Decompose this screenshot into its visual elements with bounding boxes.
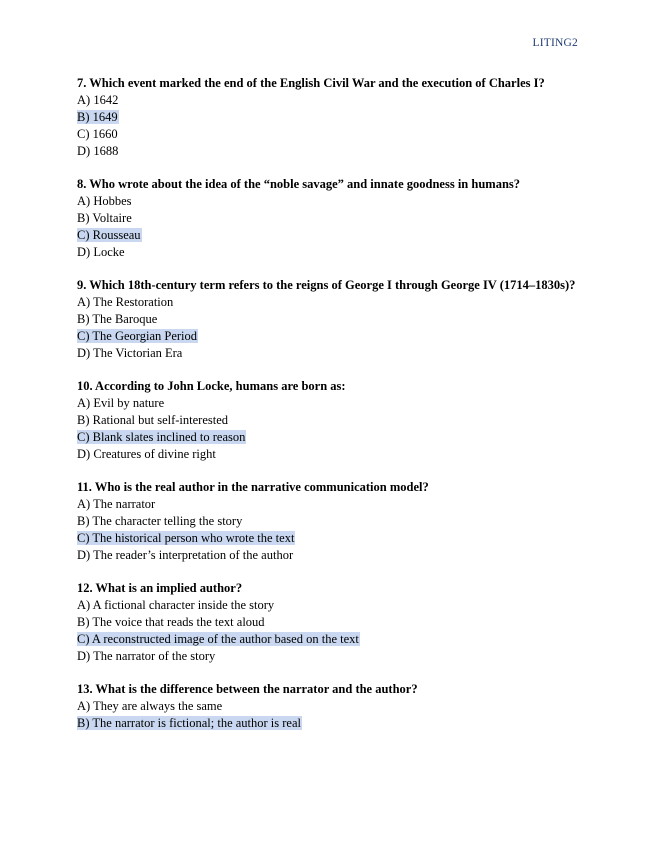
answer-option-label: C) A reconstructed image of the author based on the text bbox=[77, 632, 359, 646]
answer-option-label: A) The Restoration bbox=[77, 295, 174, 309]
answer-option-label: B) Voltaire bbox=[77, 211, 132, 225]
answer-option-label: B) 1649 bbox=[77, 110, 118, 124]
answer-option-label: B) The voice that reads the text aloud bbox=[77, 615, 265, 629]
question-block bbox=[77, 176, 577, 261]
answer-option-selected[interactable] bbox=[77, 715, 577, 732]
question-block bbox=[77, 277, 577, 362]
answer-option-label: D) The narrator of the story bbox=[77, 649, 216, 663]
answer-option-label: A) A fictional character inside the story bbox=[77, 598, 275, 612]
answer-option[interactable] bbox=[77, 143, 577, 160]
answer-option[interactable] bbox=[77, 193, 577, 210]
answer-option-label: C) Blank slates inclined to reason bbox=[77, 430, 246, 444]
answer-option-label: A) Hobbes bbox=[77, 194, 132, 208]
answer-option-label: B) The character telling the story bbox=[77, 514, 243, 528]
answer-option-selected[interactable] bbox=[77, 109, 577, 126]
question-block bbox=[77, 479, 577, 564]
answer-option[interactable] bbox=[77, 126, 577, 143]
answer-option-label: A) 1642 bbox=[77, 93, 119, 107]
question-text: 12. What is an implied author? bbox=[77, 581, 243, 595]
answer-option[interactable] bbox=[77, 311, 577, 328]
answer-option[interactable] bbox=[77, 648, 577, 665]
answer-option[interactable] bbox=[77, 294, 577, 311]
answer-option-selected[interactable] bbox=[77, 227, 577, 244]
question-text: 10. According to John Locke, humans are born as: bbox=[77, 379, 346, 393]
question-block bbox=[77, 378, 577, 463]
question-block bbox=[77, 681, 577, 732]
answer-option[interactable] bbox=[77, 597, 577, 614]
answer-option[interactable] bbox=[77, 244, 577, 261]
answer-option-label: D) The reader’s interpretation of the author bbox=[77, 548, 294, 562]
answer-option[interactable] bbox=[77, 547, 577, 564]
question-block bbox=[77, 75, 577, 160]
question-text: 8. Who wrote about the idea of the “noble savage” and innate goodness in humans? bbox=[77, 177, 521, 191]
answer-option-label: D) Creatures of divine right bbox=[77, 447, 216, 461]
answer-option-label: D) The Victorian Era bbox=[77, 346, 183, 360]
question-block bbox=[77, 580, 577, 665]
answer-option-label: A) The narrator bbox=[77, 497, 156, 511]
question-text: 13. What is the difference between the narrator and the author? bbox=[77, 682, 418, 696]
answer-option[interactable] bbox=[77, 412, 577, 429]
answer-option-label: B) The Baroque bbox=[77, 312, 158, 326]
answer-option-label: A) Evil by nature bbox=[77, 396, 165, 410]
answer-option-label: B) Rational but self-interested bbox=[77, 413, 229, 427]
answer-option[interactable] bbox=[77, 210, 577, 227]
question-text: 7. Which event marked the end of the English Civil War and the execution of Charles I? bbox=[77, 76, 545, 90]
answer-option-label: C) Rousseau bbox=[77, 228, 141, 242]
answer-option[interactable] bbox=[77, 92, 577, 109]
question-text: 11. Who is the real author in the narrative communication model? bbox=[77, 480, 429, 494]
answer-option[interactable] bbox=[77, 446, 577, 463]
answer-option-label: A) They are always the same bbox=[77, 699, 223, 713]
question-list bbox=[77, 75, 577, 748]
answer-option[interactable] bbox=[77, 698, 577, 715]
answer-option-label: C) The historical person who wrote the text bbox=[77, 531, 295, 545]
answer-option-selected[interactable] bbox=[77, 530, 577, 547]
question-text: 9. Which 18th-century term refers to the reigns of George I through George IV (1714–1830s)? bbox=[77, 278, 576, 292]
page-header-label: LITING2 bbox=[532, 37, 578, 49]
answer-option-selected[interactable] bbox=[77, 328, 577, 345]
answer-option[interactable] bbox=[77, 395, 577, 412]
answer-option[interactable] bbox=[77, 513, 577, 530]
answer-option-label: D) Locke bbox=[77, 245, 125, 259]
answer-option-selected[interactable] bbox=[77, 631, 577, 648]
answer-option-label: C) The Georgian Period bbox=[77, 329, 198, 343]
answer-option-selected[interactable] bbox=[77, 429, 577, 446]
answer-option-label: C) 1660 bbox=[77, 127, 118, 141]
answer-option[interactable] bbox=[77, 614, 577, 631]
answer-option-label: D) 1688 bbox=[77, 144, 119, 158]
answer-option[interactable] bbox=[77, 345, 577, 362]
answer-option[interactable] bbox=[77, 496, 577, 513]
answer-option-label: B) The narrator is fictional; the author is real bbox=[77, 716, 301, 730]
